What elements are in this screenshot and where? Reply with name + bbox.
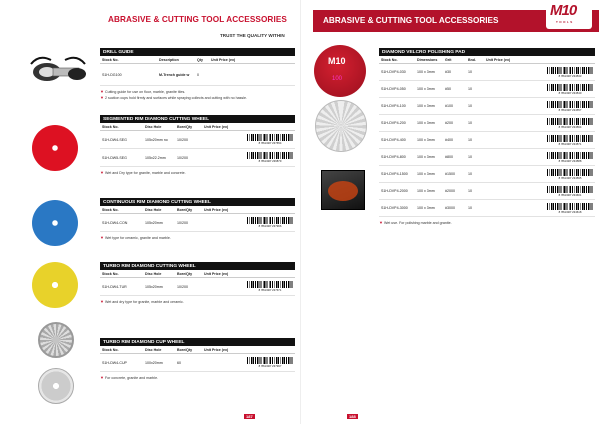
stock-no: S1H-DVP4-400 — [381, 138, 406, 142]
drill-guide-title: DRILL GUIDE — [100, 48, 295, 56]
bnd: 10 — [468, 155, 472, 159]
table-row — [100, 354, 295, 372]
note-text: Cutting guide for use on floor, marble, granite tiles. — [104, 90, 186, 94]
bullet-icon: ▼ — [100, 375, 104, 380]
cup-wheel-image — [38, 322, 74, 358]
col-stock: Stock No. — [102, 207, 119, 212]
barcode-number: 8 '861328 '234557 — [558, 107, 582, 112]
barcode-number: 8 '861328 '237997 — [258, 364, 282, 368]
table-row — [379, 98, 595, 115]
col-qty: Qty — [197, 57, 203, 62]
barcode-number: 8 '861328 '234588 — [558, 158, 582, 163]
dimensions: 100 x 3mm — [417, 155, 435, 159]
bnd: 10 — [468, 206, 472, 210]
note — [100, 95, 295, 100]
bnd: 10 — [468, 70, 472, 74]
table-row — [100, 214, 295, 232]
col-price: Unit Price (ex) — [204, 271, 229, 276]
stock-no: S1H-DVP4-050 — [381, 87, 406, 91]
dimensions: 100 x 3mm — [417, 70, 435, 74]
segmented-title: SEGMENTED RIM DIAMOND CUTTING WHEEL — [100, 115, 295, 123]
barcode — [545, 169, 595, 180]
qty: 0 — [197, 72, 199, 77]
barcode — [545, 186, 595, 197]
turbo-title: TURBO RIM DIAMOND CUTTING WHEEL — [100, 262, 295, 270]
table-row — [100, 131, 295, 149]
col-bore-qty: Bore/Qty — [177, 271, 193, 276]
grit: #200 — [445, 121, 453, 125]
bnd: 10 — [468, 172, 472, 176]
right-page — [300, 0, 600, 424]
grit: #800 — [445, 155, 453, 159]
table-row — [379, 115, 595, 132]
stock-no: S1H-DVP4-030 — [381, 70, 406, 74]
turbo-section — [100, 262, 295, 304]
barcode — [245, 357, 295, 368]
drill-guide-section — [100, 48, 295, 100]
stock-no: S1H-DW4-SEG — [102, 137, 127, 142]
col-price: Unit Price (ex) — [486, 57, 511, 62]
bullet-icon: ▼ — [100, 170, 104, 175]
barcode-number: 8 '861328 '234564 — [558, 124, 582, 129]
col-bore-qty: Bore/Qty — [177, 207, 193, 212]
velcro-title: DIAMOND VELCRO POLISHING PAD — [379, 48, 595, 56]
col-stock: Stock No. — [381, 57, 398, 62]
barcode-number: 8 '861328 '237654 — [258, 141, 282, 145]
table-row — [100, 64, 295, 86]
barcode — [245, 217, 295, 228]
bullet-icon: ▼ — [379, 220, 383, 225]
dimensions: 100 x 3mm — [417, 121, 435, 125]
table-header — [100, 206, 295, 214]
barcode-number: 8 '861328 '237966 — [258, 224, 282, 228]
stock-no: S1H-DVP4-1500 — [381, 172, 408, 176]
pad-grit: 100 — [332, 76, 343, 82]
col-bore-qty: Bore/Qty — [177, 124, 193, 129]
table-row — [379, 132, 595, 149]
barcode — [245, 152, 295, 163]
col-disc-hole: Disc Hole — [145, 207, 162, 212]
col-description: Description — [159, 57, 179, 62]
stock-no: S1H-DW4-TUR — [102, 284, 127, 289]
barcode-number: 8 '861328 '234571 — [558, 141, 582, 146]
table-header — [100, 56, 295, 64]
grit: #50 — [445, 87, 451, 91]
barcode-number: 8 '861328 '234540 — [558, 90, 582, 95]
bore-qty: 10/200 — [177, 155, 188, 160]
col-bore-qty: Bore/Qty — [177, 347, 193, 352]
page-number: 188 — [349, 414, 356, 419]
logo-text: M10 — [550, 2, 577, 19]
table-row — [379, 64, 595, 81]
continuous-disc-image — [32, 200, 78, 246]
bore-qty: 10/200 — [177, 137, 188, 142]
disc-hole: 100x20mm — [145, 360, 163, 365]
col-stock: Stock No. — [102, 271, 119, 276]
segmented-section — [100, 115, 295, 175]
logo-subtext: TOOLS — [556, 20, 574, 24]
polishing-pad-white-image — [315, 100, 367, 152]
table-row — [379, 183, 595, 200]
col-stock: Stock No. — [102, 124, 119, 129]
dimensions: 100 x 3mm — [417, 206, 435, 210]
note-text: For concrete, granite and marble. — [104, 376, 159, 380]
left-header: ABRASIVE & CUTTING TOOL ACCESSORIES — [108, 15, 287, 24]
col-stock: Stock No. — [102, 57, 119, 62]
stock-no: S1H-DW4-CUP — [102, 360, 127, 365]
barcode-number: 8 '861328 '234595 — [558, 175, 582, 180]
turbo-disc-image — [32, 262, 78, 308]
tagline: TRUST THE QUALITY WITHIN — [220, 33, 285, 38]
grit: #2000 — [445, 189, 455, 193]
col-price: Unit Price (ex) — [204, 207, 229, 212]
page-number: 187 — [246, 414, 253, 419]
disc-hole: 105x20mm no — [145, 137, 168, 142]
bullet-icon: ▼ — [100, 235, 104, 240]
table-row — [379, 149, 595, 166]
note-text: Wet type for ceramic, granite and marble. — [104, 236, 171, 240]
barcode — [545, 67, 595, 78]
barcode — [545, 135, 595, 146]
note-text: Wet use. For polishing marble and granite. — [383, 221, 452, 225]
segmented-disc-image — [32, 125, 78, 171]
col-price: Unit Price (ex) — [204, 124, 229, 129]
table-row — [100, 278, 295, 296]
stock-no: S1H-DW4-CON — [102, 220, 128, 225]
dimensions: 100 x 3mm — [417, 87, 435, 91]
col-dimensions: Dimensions — [417, 57, 438, 62]
note — [100, 170, 295, 175]
stock-no: S1H-DVP4-200 — [381, 121, 406, 125]
bnd: 10 — [468, 121, 472, 125]
note — [100, 299, 295, 304]
velcro-rows — [379, 64, 595, 217]
barcode — [545, 152, 595, 163]
cup-wheel-back-image — [38, 368, 74, 404]
description: M-Trench guide w — [159, 72, 190, 77]
table-header — [379, 56, 595, 64]
stock-no: S1H-DVP4-800 — [381, 155, 406, 159]
disc-hole: 105x20mm — [145, 220, 163, 225]
table-row — [379, 81, 595, 98]
disc-hole: 105x20mm — [145, 284, 163, 289]
right-header: ABRASIVE & CUTTING TOOL ACCESSORIES — [323, 16, 499, 25]
bore-qty: 10/200 — [177, 284, 188, 289]
bore-qty: 10/200 — [177, 220, 188, 225]
col-disc-hole: Disc Hole — [145, 347, 162, 352]
table-header — [100, 346, 295, 354]
table-row — [100, 149, 295, 167]
cup-title: TURBO RIM DIAMOND CUP WHEEL — [100, 338, 295, 346]
note — [100, 235, 295, 240]
barcode-number: 8 '861328 '234618 — [558, 209, 582, 214]
col-price: Unit Price (ex) — [204, 347, 229, 352]
note-text: Wet and Dry type for granite, marble and concrete. — [104, 171, 186, 175]
barcode — [245, 134, 295, 145]
stock-no: S1H-DVP4-2000 — [381, 189, 408, 193]
note — [379, 220, 595, 225]
note-text: Wet and dry type for granite, marble and ceramic. — [104, 300, 184, 304]
note-text: 2 suction cups hold firmly and surfaces while spraying collects and cutting with no hassle. — [104, 96, 247, 100]
barcode — [545, 101, 595, 112]
stock-no: S1H-DG100 — [102, 72, 122, 77]
bullet-icon: ▼ — [100, 95, 104, 100]
dimensions: 100 x 3mm — [417, 138, 435, 142]
col-disc-hole: Disc Hole — [145, 124, 162, 129]
barcode-number: 8 '861328 '237671 — [258, 288, 282, 292]
polishing-pad-red-image — [314, 45, 366, 97]
note — [100, 375, 295, 380]
stock-no: S1H-DW5-SEG — [102, 155, 127, 160]
barcode-number: 8 '861328 '234533 — [558, 73, 582, 78]
note — [100, 89, 295, 94]
dimensions: 100 x 3mm — [417, 104, 435, 108]
continuous-section — [100, 198, 295, 240]
grit: #30 — [445, 70, 451, 74]
disc-hole: 105x22.2mm — [145, 155, 166, 160]
bnd: 10 — [468, 104, 472, 108]
m10-logo — [546, 0, 592, 29]
barcode-number: 8 '861328 '236879 — [258, 159, 282, 163]
barcode — [545, 203, 595, 214]
table-header — [100, 123, 295, 131]
stock-no: S1H-DVP4-3000 — [381, 206, 408, 210]
col-grit: Grit — [445, 57, 452, 62]
dimensions: 100 x 3mm — [417, 172, 435, 176]
cup-section — [100, 338, 295, 380]
continuous-title: CONTINUOUS RIM DIAMOND CUTTING WHEEL — [100, 198, 295, 206]
barcode-number: 8 '861328 '234601 — [558, 192, 582, 197]
stock-no: S1H-DVP4-100 — [381, 104, 406, 108]
grit: #100 — [445, 104, 453, 108]
bullet-icon: ▼ — [100, 89, 104, 94]
bnd: 10 — [468, 87, 472, 91]
bullet-icon: ▼ — [100, 299, 104, 304]
col-bnd: Bnd. — [468, 57, 476, 62]
table-row — [379, 166, 595, 183]
table-row — [379, 200, 595, 217]
col-price: Unit Price (ex) — [211, 57, 236, 62]
velcro-section — [379, 48, 595, 225]
dimensions: 100 x 3mm — [417, 189, 435, 193]
bore-qty: 60 — [177, 360, 181, 365]
grit: #1500 — [445, 172, 455, 176]
barcode — [245, 281, 295, 292]
barcode — [545, 118, 595, 129]
grit: #400 — [445, 138, 453, 142]
pad-brand: M10 — [328, 56, 346, 66]
table-header — [100, 270, 295, 278]
col-disc-hole: Disc Hole — [145, 271, 162, 276]
col-stock: Stock No. — [102, 347, 119, 352]
product-box-image — [321, 170, 365, 210]
barcode — [545, 84, 595, 95]
bnd: 10 — [468, 138, 472, 142]
grit: #3000 — [445, 206, 455, 210]
drill-guide-image — [25, 52, 90, 90]
bnd: 10 — [468, 189, 472, 193]
